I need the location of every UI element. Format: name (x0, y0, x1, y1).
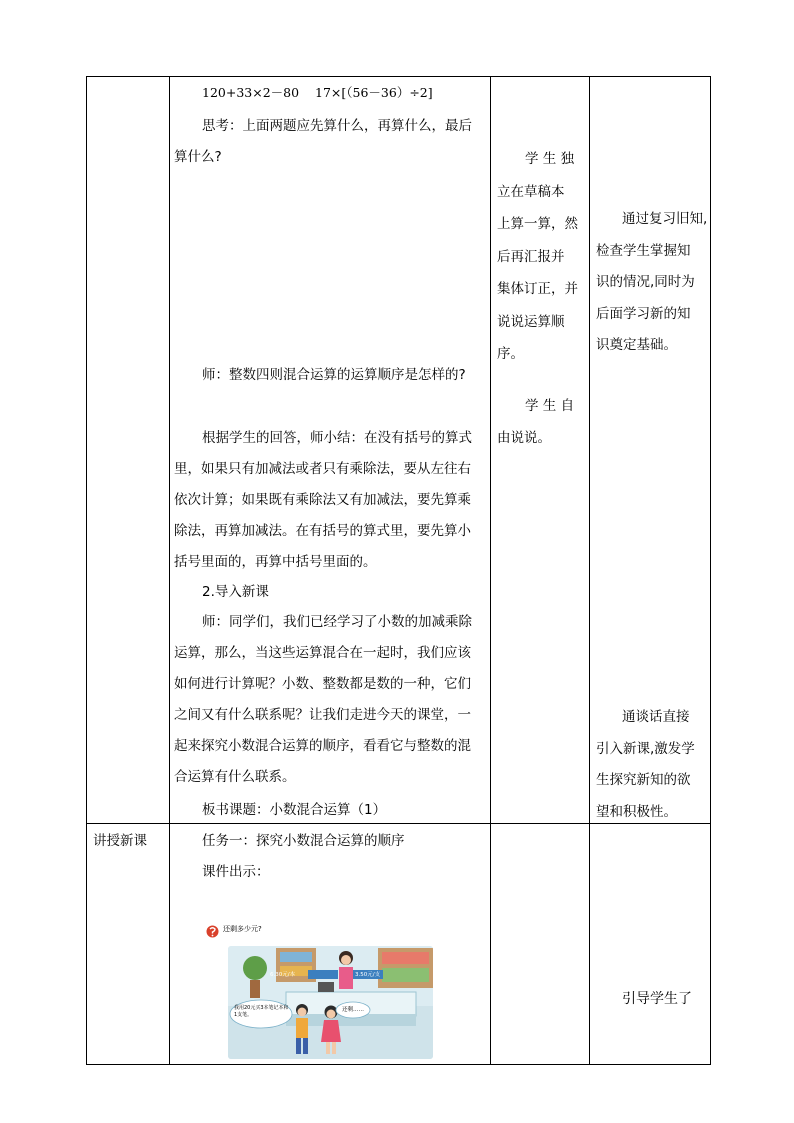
intent-line: 检查学生掌握知 (596, 242, 691, 259)
intro-line: 之间又有什么联系呢？让我们走进今天的课堂，一 (174, 707, 471, 723)
design-intent-2 (596, 702, 708, 828)
design-intent-cell-2 (590, 823, 711, 1064)
teacher-summary (174, 423, 484, 578)
activity-line: 学 生 自 (525, 398, 575, 414)
intent-line: 生探究新知的欲 (596, 772, 691, 788)
figure-question: 还剩多少元? (223, 924, 262, 933)
student-activity-cell (491, 77, 590, 824)
intro-paragraph (174, 607, 484, 793)
design-intent-1 (596, 204, 708, 362)
intent-line: 识的情况,同时为 (596, 274, 695, 290)
intro-line: 运算，那么，当这些运算混合在一起时，我们应该 (174, 645, 471, 661)
summary-line: 括号里面的，再算中括号里面的。 (174, 554, 377, 570)
summary-line: 依次计算；如果既有乘除法又有加减法，要先算乘 (174, 492, 471, 508)
intent-line: 识奠定基础。 (596, 337, 677, 353)
activity-line: 后再汇报并 (497, 248, 565, 265)
student-activity-cell-2 (491, 823, 590, 1064)
board-title: 板书课题：小数混合运算（1） (202, 802, 387, 818)
activity-line: 上算一算，然 (497, 216, 578, 232)
speech-bubble-girl: 还剩…… (342, 1006, 365, 1013)
activity-line: 集体订正，并 (497, 281, 578, 297)
price-tag-2: 3.50元/支 (355, 971, 381, 978)
activity-line: 说说运算顺 (497, 313, 565, 330)
stage-cell (87, 823, 170, 1064)
summary-line: 除法，再算加减法。在有括号的算式里，要先算小 (174, 523, 471, 539)
courseware-label: 课件出示： (202, 863, 270, 880)
intro-line: 如何进行计算呢？小数、整数都是数的一种，它们 (174, 676, 471, 692)
intent-line: 引入新课,激发学 (596, 740, 695, 757)
student-activity-1 (497, 143, 583, 371)
math-expression-b: 17×[（56－36）÷2] (315, 85, 433, 100)
design-intent-3: 引导学生了 (622, 990, 692, 1007)
task-heading: 任务一：探究小数混合运算的顺序 (202, 832, 405, 849)
math-expression-a: 120+33×2－80 (202, 85, 300, 100)
activity-line: 由说说。 (497, 430, 551, 446)
intro-line: 起来探究小数混合运算的顺序，看看它与整数的混 (174, 738, 471, 754)
stage-label: 讲授新课 (93, 832, 147, 849)
intro-heading: 2.导入新课 (202, 584, 269, 600)
intent-line: 通谈话直接 (622, 709, 690, 725)
intent-line: 后面学习新的知 (596, 305, 691, 322)
summary-line: 里，如果只有加减法或者只有乘除法，要从左往右 (174, 461, 471, 477)
teaching-process-cell-2 (170, 823, 491, 1064)
summary-line: 根据学生的回答，师小结：在没有括号的算式 (202, 430, 472, 446)
shop-illustration (228, 946, 433, 1059)
teacher-question: 师：整数四则混合运算的运算顺序是怎样的? (202, 367, 466, 383)
activity-line: 序。 (497, 346, 524, 362)
speech-bubble-boy: 我用20元买3本笔记本和1支笔。 (234, 1004, 289, 1018)
think-question-line2: 算什么? (174, 149, 222, 165)
intro-line: 师：同学们，我们已经学习了小数的加减乘除 (202, 614, 472, 630)
question-icon (206, 923, 219, 936)
teaching-process-cell (170, 77, 491, 824)
stage-cell-empty (87, 77, 170, 824)
price-tag-1: 6.30元/本 (270, 971, 296, 978)
lesson-plan-table (86, 76, 711, 1065)
think-question-line1: 思考：上面两题应先算什么，再算什么，最后 (202, 118, 472, 134)
student-activity-2 (497, 390, 583, 454)
intro-line: 合运算有什么联系。 (174, 769, 296, 785)
intent-line: 望和积极性。 (596, 803, 677, 820)
design-intent-cell (590, 77, 711, 824)
activity-line: 学 生 独 (525, 151, 575, 167)
activity-line: 立在草稿本 (497, 183, 565, 200)
intent-line: 通过复习旧知, (622, 211, 708, 227)
